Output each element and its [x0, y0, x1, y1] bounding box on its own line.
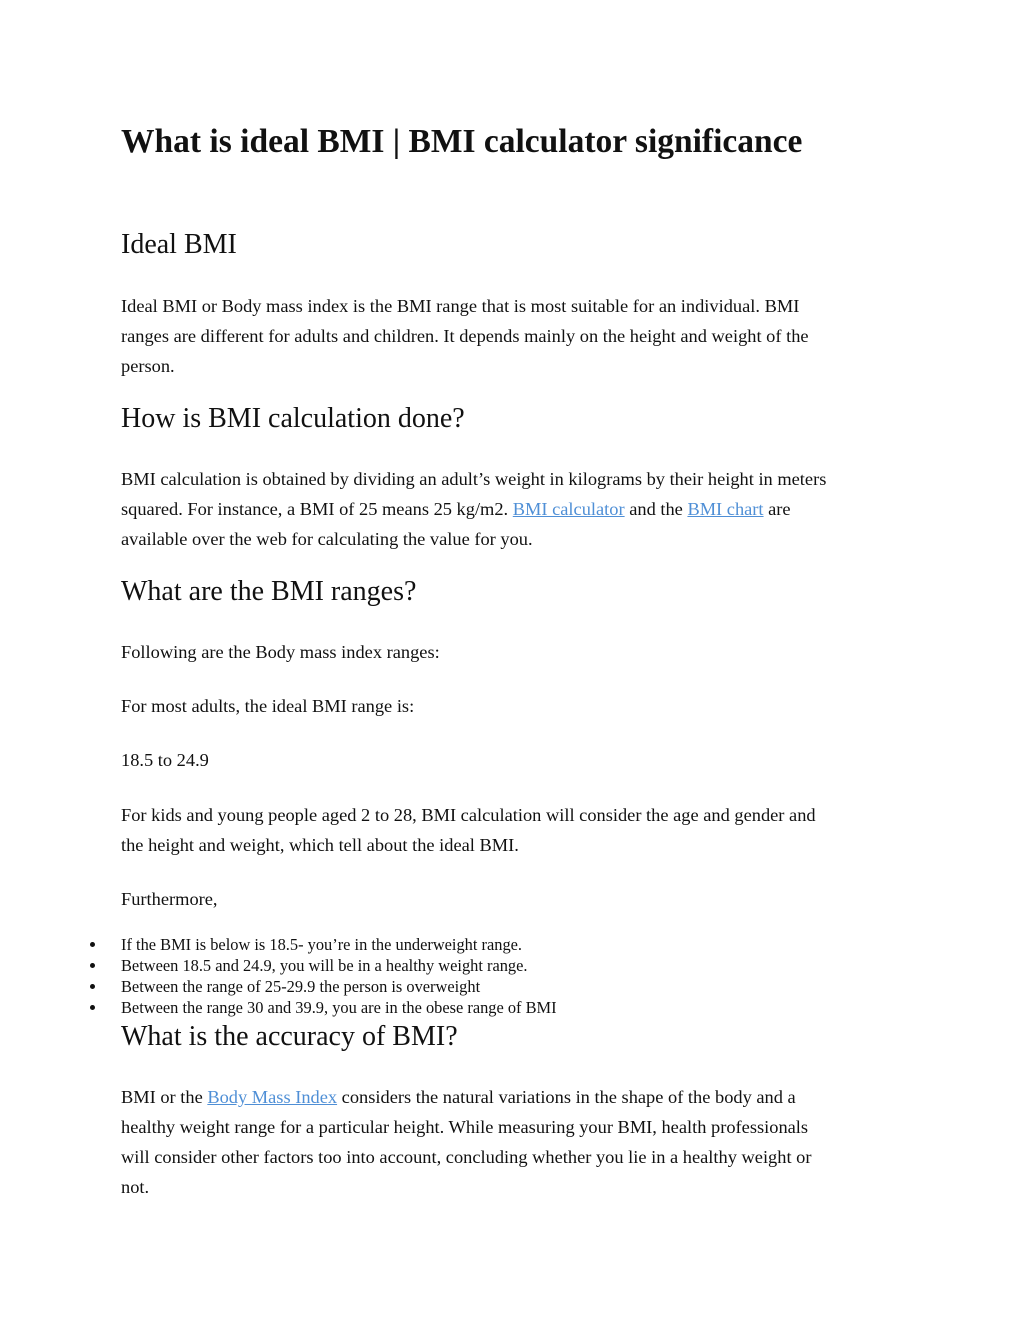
text-fragment: considers the natural variations in the shape of the body and a: [337, 1087, 796, 1107]
paragraph-line: [121, 494, 826, 524]
heading-ideal-bmi: Ideal BMI: [121, 229, 237, 260]
list-item-text: If the BMI is below is 18.5- you’re in the underweight range.: [121, 935, 523, 954]
text-fragment: BMI or the: [121, 1087, 208, 1107]
list-item-text: Between 18.5 and 24.9, you will be in a healthy weight range.: [121, 956, 528, 975]
paragraph-ranges-intro: Following are the Body mass index ranges:: [121, 642, 440, 662]
paragraph-bmi-accuracy: [121, 1082, 811, 1202]
bmi-ranges-list: [0, 934, 557, 1018]
text-fragment: are: [763, 499, 791, 519]
paragraph-line: ranges are different for adults and children. It depends mainly on the height and weight of the: [121, 326, 809, 346]
bullet-icon: [90, 963, 95, 968]
bullet-icon: [90, 942, 95, 947]
paragraph-bmi-calculation: [121, 464, 826, 554]
body-mass-index-link[interactable]: Body Mass Index: [207, 1087, 338, 1107]
paragraph-line: will consider other factors too into account, concluding whether you lie in a healthy weight or: [121, 1147, 812, 1167]
paragraph-range-value: 18.5 to 24.9: [121, 750, 209, 770]
bullet-icon: [90, 1005, 95, 1010]
text-fragment: and the: [624, 499, 688, 519]
bullet-icon: [90, 984, 95, 989]
list-item-text: Between the range of 25-29.9 the person is overweight: [121, 977, 481, 996]
paragraph-line: [121, 1082, 811, 1112]
page-title: What is ideal BMI | BMI calculator significance: [121, 123, 803, 160]
paragraph-line: BMI calculation is obtained by dividing an adult’s weight in kilograms by their height in meters: [121, 469, 827, 489]
bmi-calculator-link[interactable]: BMI calculator: [512, 499, 625, 519]
paragraph-furthermore: Furthermore,: [121, 889, 218, 909]
paragraph-line: healthy weight range for a particular height. While measuring your BMI, health professionals: [121, 1117, 809, 1137]
text-fragment: squared. For instance, a BMI of 25 means 25 kg/m2.: [121, 499, 513, 519]
paragraph-ideal-bmi: [121, 291, 809, 381]
paragraph-line: person.: [121, 356, 175, 376]
heading-bmi-calculation: How is BMI calculation done?: [121, 403, 465, 434]
list-item: [0, 955, 557, 976]
list-item: [0, 997, 557, 1018]
heading-bmi-ranges: What are the BMI ranges?: [121, 576, 417, 607]
bmi-chart-link[interactable]: BMI chart: [687, 499, 764, 519]
paragraph-line: For kids and young people aged 2 to 28, BMI calculation will consider the age and gender and: [121, 805, 816, 825]
list-item: [0, 976, 557, 997]
paragraph-line: the height and weight, which tell about the ideal BMI.: [121, 835, 519, 855]
paragraph-line: Ideal BMI or Body mass index is the BMI range that is most suitable for an individual. BMI: [121, 296, 800, 316]
paragraph-line: not.: [121, 1177, 150, 1197]
heading-bmi-accuracy: What is the accuracy of BMI?: [121, 1021, 458, 1052]
paragraph-kids: [121, 800, 816, 860]
paragraph-line: available over the web for calculating the value for you.: [121, 529, 533, 549]
list-item: [0, 934, 557, 955]
paragraph-adults-range: For most adults, the ideal BMI range is:: [121, 696, 415, 716]
list-item-text: Between the range 30 and 39.9, you are in the obese range of BMI: [121, 998, 557, 1017]
